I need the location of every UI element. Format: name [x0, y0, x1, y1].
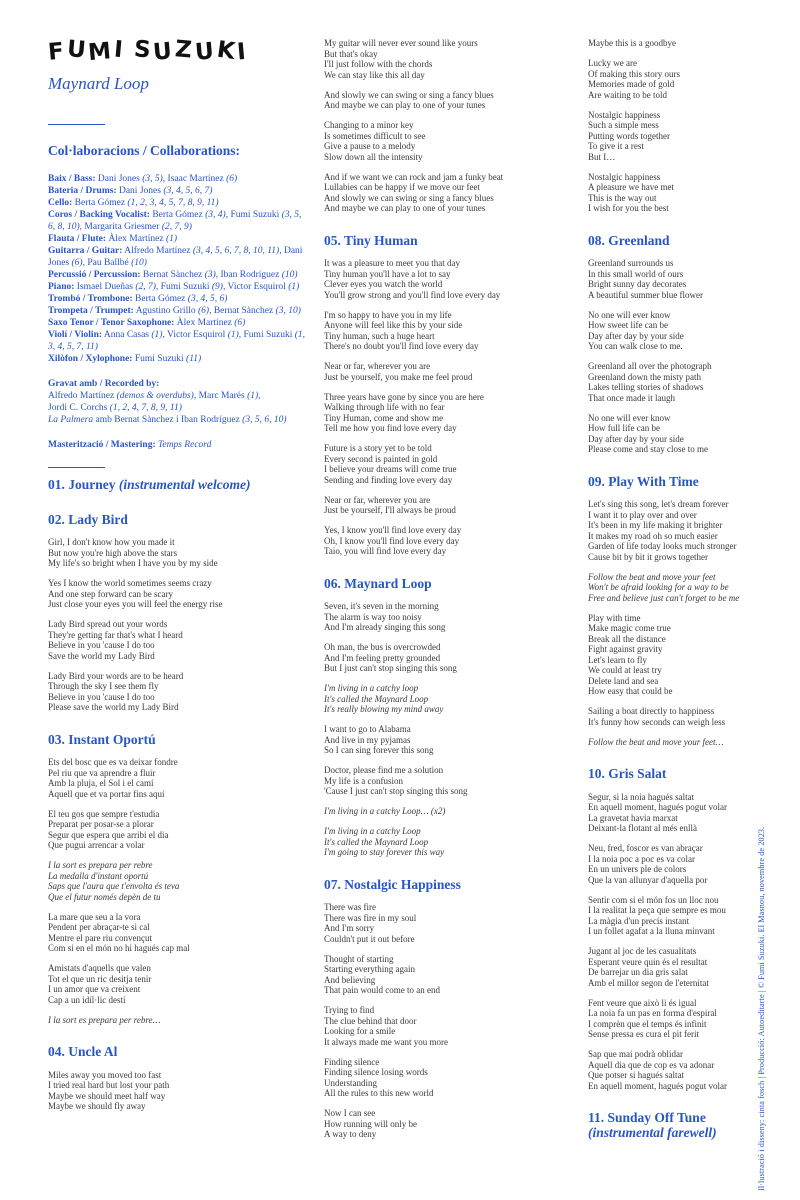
- verse: I la sort es prepara per rebre La medalla d'instant oportú Saps que l'aura que t'envolta és teva Que el futur només depèn de tu: [48, 860, 180, 902]
- mastering-line: [48, 439, 308, 451]
- track-title-09: [588, 475, 770, 490]
- verse: El teu gos que sempre t'estudia Preparat per posar-se a plorar Segur que espera que arribi el dia Que pugui arrencar a volar: [48, 808, 169, 850]
- verse: Doctor, please find me a solution My life is a confusion 'Cause I just can't stop singing this song: [324, 765, 468, 796]
- credit-line: Xilòfon / Xylophone: Fumi Suzuki (11): [48, 354, 202, 364]
- verse: Sailing a boat directly to happiness It's funny how seconds can weigh less: [588, 706, 726, 727]
- track-title-04: [48, 1045, 308, 1060]
- verse: I'm living in a catchy Loop… (x2): [324, 806, 446, 816]
- verse: It was a pleasure to meet you that day Tiny human you'll have a lot to say Clever eyes you watch the world You'll grow strong and you'll find love every day: [324, 258, 501, 300]
- verse: Lady Bird spread out your words They're getting far that's what I heard Believe in you 'cause I do too Save the world my Lady Bird: [48, 619, 183, 661]
- verse: Yes, I know you'll find love every day Oh, I know you'll find love every day Taio, you will find love every day: [324, 525, 462, 556]
- verse: My guitar will never ever sound like yours But that's okay I'll just follow with the chords We can stay like this all day: [324, 38, 478, 80]
- verse: Trying to find The clue behind that door Looking for a smile It always made me want you more: [324, 1005, 448, 1047]
- credit-line: Baix / Bass: Dani Jones (3, 5), Isaac Martínez (6): [48, 174, 238, 184]
- track-subtitle-text: (instrumental farewell): [588, 1124, 717, 1140]
- verse: I'm living in a catchy Loop It's called the Maynard Loop I'm going to stay forever this way: [324, 826, 445, 857]
- credit-line: Coros / Backing Vocalist: Berta Gómez (3, 4), Fumi Suzuki (3, 5, 6, 8, 10), Margarita Griesmer (2, 7, 9): [48, 210, 302, 232]
- track-title-02: [48, 513, 308, 528]
- track-lyrics-06: [324, 601, 578, 858]
- verse: Nostalgic happiness Such a simple mess Putting words together To give it a rest But I…: [588, 109, 670, 162]
- verse: Segur, si la noia hagués saltat En aquell moment, hagués pogut volar La gravetat havia marxat Deixant-la flotant al més enllà: [588, 791, 727, 833]
- credit-line: Piano: Ismael Dueñas (2, 7), Fumi Suzuki (9), Victor Esquirol (1): [48, 282, 300, 292]
- track-title-03: [48, 733, 308, 748]
- album-title: Maynard Loop: [48, 74, 149, 93]
- verse: Three years have gone by since you are here Walking through life with no fear Tiny Human, come and show me Tell me how you find love every day: [324, 391, 484, 433]
- verse: Let's sing this song, let's dream forever I want it to play over and over It's been in my life making it brighter It makes my road oh so much easier Garden of life today looks much stronger Cause bit by bit it grows together: [588, 499, 737, 562]
- verse: Greenland all over the photograph Greenland down the misty path Lakes telling stories of shadows That once made it laugh: [588, 361, 712, 403]
- verse: Jugant al joc de les casualitats Esperant veure quin és el resultat De barrejar un dia gris salat Amb el millor segon de l'eternitat: [588, 946, 709, 988]
- track-title-text: 09. Play With Time: [588, 473, 699, 489]
- track-subtitle-text: (instrumental welcome): [118, 477, 251, 492]
- track-lyrics-04-part1: [48, 1070, 308, 1112]
- verse: There was fire There was fire in my soul And I'm sorry Couldn't put it out before: [324, 902, 417, 944]
- track-title-text: 01. Journey: [48, 477, 116, 492]
- verse: Finding silence Finding silence losing words Understanding All the rules to this new world: [324, 1056, 434, 1098]
- credit-line: Cello: Berta Gómez (1, 2, 3, 4, 5, 7, 8, 9, 11): [48, 198, 219, 208]
- verse: I'm living in a catchy loop It's called the Maynard Loop It's really blowing my mind away: [324, 683, 444, 714]
- verse: Maybe this is a goodbye: [588, 38, 676, 48]
- verse: I'm so happy to have you in my life Anyone will feel like this by your side Tiny human, such a huge heart There's no doubt you'll find love every day: [324, 309, 479, 351]
- track-title-text: 08. Greenland: [588, 232, 670, 248]
- track-title-text: 07. Nostalgic Happiness: [324, 876, 461, 892]
- verse: Miles away you moved too fast I tried real hard but lost your path Maybe we should meet half way Maybe we should fly away: [48, 1069, 170, 1111]
- verse: Near or far, wherever you are Just be yourself, I'll always be proud: [324, 494, 456, 515]
- recorded-line: Alfredo Martínez (demos & overdubs), Marc Marés (1),: [48, 391, 261, 401]
- track-lyrics-10: [588, 792, 770, 1092]
- mastering-value: Temps Record: [158, 440, 212, 450]
- divider: [48, 467, 105, 468]
- recorded-line: La Palmera amb Bernat Sànchez i Iban Rodríguez (3, 5, 6, 10): [48, 415, 287, 425]
- track-lyrics-08: [588, 258, 770, 455]
- track-title-01: [48, 478, 308, 493]
- track-title-07: [324, 878, 578, 893]
- track-title-text: 03. Instant Oportú: [48, 731, 156, 747]
- edition-credits-vertical: Il·lustració i disseny: cinta fosch | Producció: Autoeditarte | © Fumi Suzuki. El Masnou, novembre de 2023.: [757, 826, 766, 1191]
- divider: [48, 124, 105, 125]
- track-lyrics-07-part1: [324, 902, 578, 1140]
- verse: And if we want we can rock and jam a funky beat Lullabies can be happy if we move our feet And slowly we can swing or sing a fancy blues And maybe we can play to one of your tunes: [324, 171, 504, 213]
- track-lyrics-05: [324, 258, 578, 557]
- verse: I want to go to Alabama And live in my pyjamas So I can sing forever this song: [324, 724, 434, 755]
- track-title-05: [324, 234, 578, 249]
- credit-line: Bateria / Drums: Dani Jones (3, 4, 5, 6, 7): [48, 186, 213, 196]
- verse: Amistats d'aquells que valen Tot el que un ric desitja tenir I un amor que va creixent Cap a un idíl·lic destí: [48, 963, 152, 1005]
- verse: Yes I know the world sometimes seems crazy And one step forward can be scary Just close your eyes you will feel the energy rise: [48, 578, 223, 609]
- recorded-heading-label: Gravat amb / Recorded by:: [48, 379, 160, 389]
- verse: Thought of starting Starting everything again And believing That pain would come to an end: [324, 953, 440, 995]
- track-title-text: 10. Gris Salat: [588, 766, 667, 781]
- collaborations-list: [48, 173, 308, 365]
- verse: Future is a story yet to be told Every second is painted in gold I believe your dreams will come true Sending and finding love every day: [324, 443, 457, 485]
- verse: Ets del bosc que es va deixar fondre Pel riu que va aprendre a fluir Amb la pluja, el Sol i el camí Aquell que et va portar fins aquí: [48, 757, 178, 799]
- collaborations-heading: Col·laboracions / Collaborations:: [48, 143, 241, 158]
- verse: And slowly we can swing or sing a fancy blues And maybe we can play to one of your tunes: [324, 89, 494, 110]
- track-title-text: 02. Lady Bird: [48, 511, 128, 527]
- verse: Now I can see How running will only be A way to deny: [324, 1108, 417, 1139]
- verse: I la sort es prepara per rebre…: [48, 1014, 161, 1025]
- verse: Oh man, the bus is overcrowded And I'm feeling pretty grounded But I just can't stop singing this song: [324, 642, 457, 673]
- credit-line: Flauta / Flute: Àlex Martínez (1): [48, 234, 178, 244]
- credit-line: Violí / Violin: Anna Casas (1), Victor Esquirol (1), Fumi Suzuki (1, 3, 4, 5, 7, 11): [48, 330, 306, 352]
- verse: Follow the beat and move your feet Won't be afraid looking for a way to be Free and believe just can't forget to be me: [588, 571, 740, 603]
- credit-line: Saxo Tenor / Tenor Saxophone: Àlex Martínez (6): [48, 318, 246, 328]
- mastering-label: Masterització / Mastering:: [48, 440, 156, 450]
- verse: Changing to a minor key Is sometimes difficult to see Give a pause to a melody Slow down all the intensity: [324, 120, 426, 162]
- verse: Play with time Make magic come true Break all the distance Fight against gravity Let's learn to fly We could at least try Delete land and sea How easy that could be: [588, 612, 673, 696]
- credit-line: Trompeta / Trumpet: Agustino Grillo (6), Bernat Sànchez (3, 10): [48, 306, 301, 316]
- verse: No one will ever know How full life can be Day after day by your side Please come and stay close to me: [588, 412, 708, 454]
- column-left: [48, 38, 308, 1121]
- artist-logo: FUMI SUZUKI: [46, 36, 251, 67]
- verse: Greenland surrounds us In this small world of ours Bright sunny day decorates A beautiful summer blue flower: [588, 258, 703, 300]
- verse: Sap que mai podrà oblidar Aquell dia que de cop es va adonar Que potser si hagués saltat En aquell moment, hagués pogut volar: [588, 1049, 727, 1091]
- verse: Lady Bird your words are to be heard Through the sky I see them fly Believe in you 'cause I do too Please save the world my Lady Bird: [48, 670, 184, 712]
- verse: La mare que seu a la vora Pendent per abraçar-te si cal Mentre el pare riu convençut Com si en el món no hi hagués cap mal: [48, 911, 190, 953]
- verse: Girl, I don't know how you made it But now you're high above the stars My life's so bright when I have you by my side: [48, 537, 218, 568]
- track-title-06: [324, 577, 578, 592]
- verse: Lucky we are Of making this story ours Memories made of gold Are waiting to be told: [588, 58, 680, 100]
- track-title-10: [588, 767, 770, 782]
- verse: Near or far, wherever you are Just be yourself, you make me feel proud: [324, 361, 473, 382]
- track-title-text: 05. Tiny Human: [324, 232, 418, 248]
- credit-line: Percussió / Percussion: Bernat Sànchez (3), Iban Rodríguez (10): [48, 270, 298, 280]
- track-lyrics-02: [48, 537, 308, 713]
- verse: Seven, it's seven in the morning The alarm is way too noisy And I'm already singing this song: [324, 601, 446, 632]
- verse: No one will ever know How sweet life can be Day after day by your side You can walk close to me.: [588, 309, 684, 351]
- column-middle: [324, 38, 578, 1149]
- recorded-heading: [48, 378, 308, 390]
- track-title-text: 04. Uncle Al: [48, 1044, 118, 1059]
- verse: Fent veure que això li és igual La noia fa un pas en forma d'espiral I comprèn que el temps és infinit Sense pressa es cura el pit ferit: [588, 997, 717, 1039]
- track-title-text: 06. Maynard Loop: [324, 575, 432, 591]
- credit-line: Guitarra / Guitar: Alfredo Martínez (3, 4, 5, 6, 7, 8, 10, 11), Dani Jones (6), Pau Ballbé (10): [48, 246, 303, 268]
- verse: Nostalgic happiness A pleasure we have met This is the way out I wish for you the best: [588, 171, 674, 213]
- credit-line: Trombó / Trombone: Berta Gómez (3, 4, 5, 6): [48, 294, 228, 304]
- verse: Follow the beat and move your feet…: [588, 736, 724, 747]
- recorded-list: [48, 390, 308, 426]
- track-lyrics-09: [588, 499, 770, 747]
- verse: Sentir com si el món fos un lloc nou I la realitat la peça que sempre es mou La màgia d'un precís instant I un follet agafat a la lluna minvant: [588, 894, 726, 936]
- track-title-text: 11. Sunday Off Tune: [588, 1110, 706, 1125]
- track-lyrics-03: [48, 757, 308, 1025]
- track-title-11: [588, 1111, 770, 1140]
- track-title-08: [588, 234, 770, 249]
- column-right: [588, 38, 770, 1150]
- track-lyrics-07-part2: [588, 38, 770, 214]
- verse: Neu, fred, foscor es van abraçar I la noia poc a poc es va colar En un univers ple de colors Que la van allunyar d'aquella por: [588, 843, 708, 885]
- recorded-line: Jordi C. Corchs (1, 2, 4, 7, 8, 9, 11): [48, 403, 182, 413]
- track-lyrics-04-part2: [324, 38, 578, 214]
